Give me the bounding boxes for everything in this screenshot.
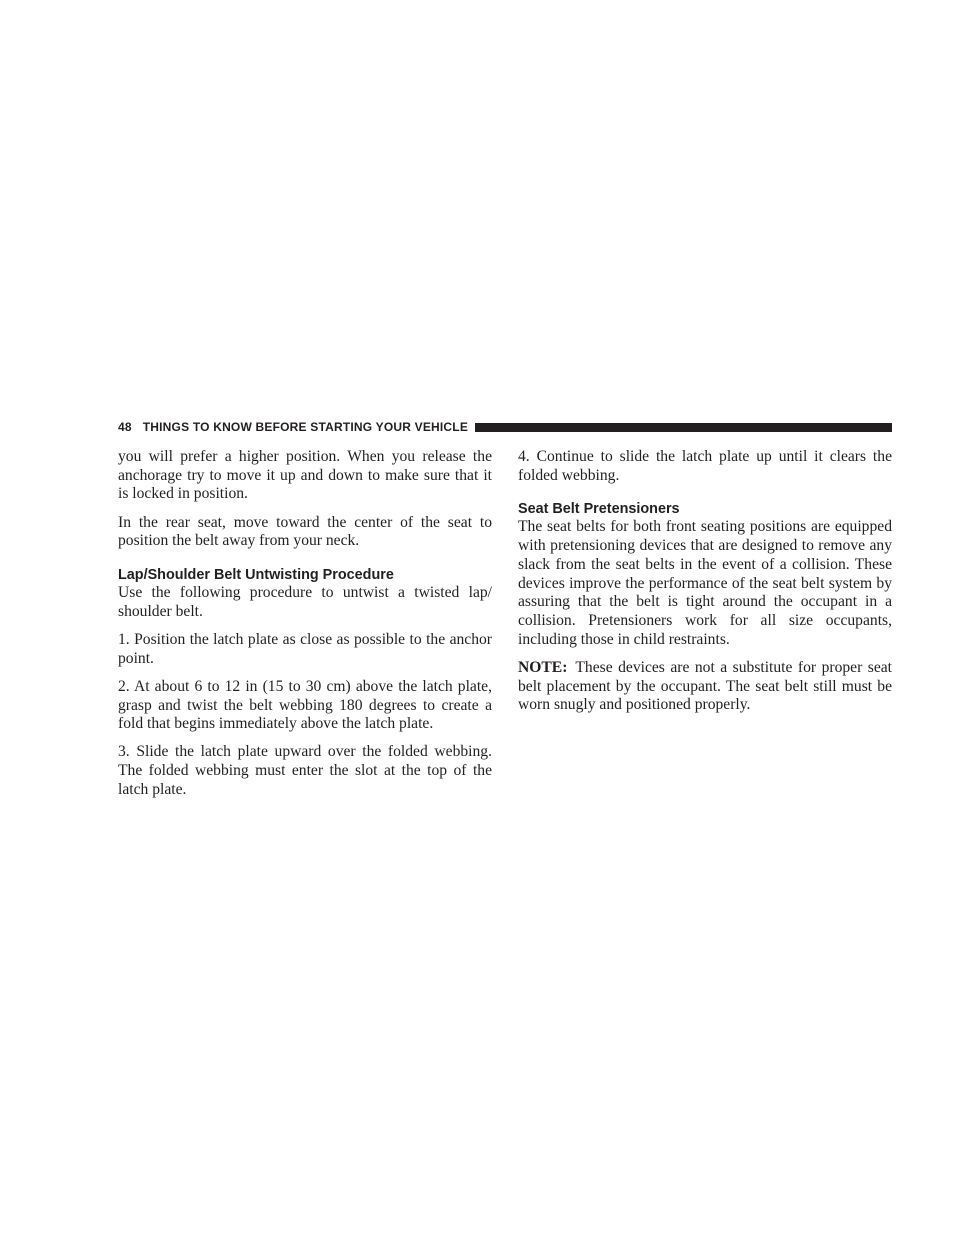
page-number: 48 bbox=[118, 420, 132, 434]
note-text: These devices are not a substitute for proper seat belt placement by the occupant. The seat belt still must be worn snugly and positioned properly. bbox=[518, 658, 892, 714]
header-rule bbox=[475, 423, 892, 432]
page-header bbox=[118, 418, 892, 436]
step-2: 2. At about 6 to 12 in (15 to 30 cm) above the latch plate, grasp and twist the belt webbing 180 degrees to create a fold that begins immediately above the latch plate. bbox=[118, 677, 492, 733]
note bbox=[518, 659, 892, 715]
paragraph-rear-seat: In the rear seat, move toward the center of the seat to position the belt away from your neck. bbox=[118, 513, 492, 550]
left-column bbox=[118, 448, 492, 809]
right-column bbox=[518, 448, 892, 724]
step-1: 1. Position the latch plate as close as possible to the anchor point. bbox=[118, 630, 492, 667]
paragraph-procedure-intro: Use the following procedure to untwist a twisted lap/ shoulder belt. bbox=[118, 584, 492, 620]
paragraph-anchorage: you will prefer a higher position. When you release the anchorage try to move it up and down to make sure that it is locked in position. bbox=[118, 448, 492, 503]
paragraph-pretensioners: The seat belts for both front seating positions are equipped with pretensioning devices that are designed to remove any slack from the seat belts in the event of a collision. These devices improve the performance of the seat belt system by assuring that the belt is tight around the occupant in a collision. Pretensioners work for all size occupants, including those in child restraints. bbox=[518, 518, 892, 648]
step-4: 4. Continue to slide the latch plate up until it clears the folded webbing. bbox=[518, 448, 892, 484]
step-3: 3. Slide the latch plate upward over the folded webbing. The folded webbing must enter the slot at the top of the latch plate. bbox=[118, 743, 492, 798]
section-title: THINGS TO KNOW BEFORE STARTING YOUR VEHICLE bbox=[142, 420, 469, 434]
heading-pretensioners: Seat Belt Pretensioners bbox=[518, 501, 680, 518]
note-label: NOTE: bbox=[518, 658, 568, 676]
heading-untwisting-procedure: Lap/Shoulder Belt Untwisting Procedure bbox=[118, 567, 394, 584]
